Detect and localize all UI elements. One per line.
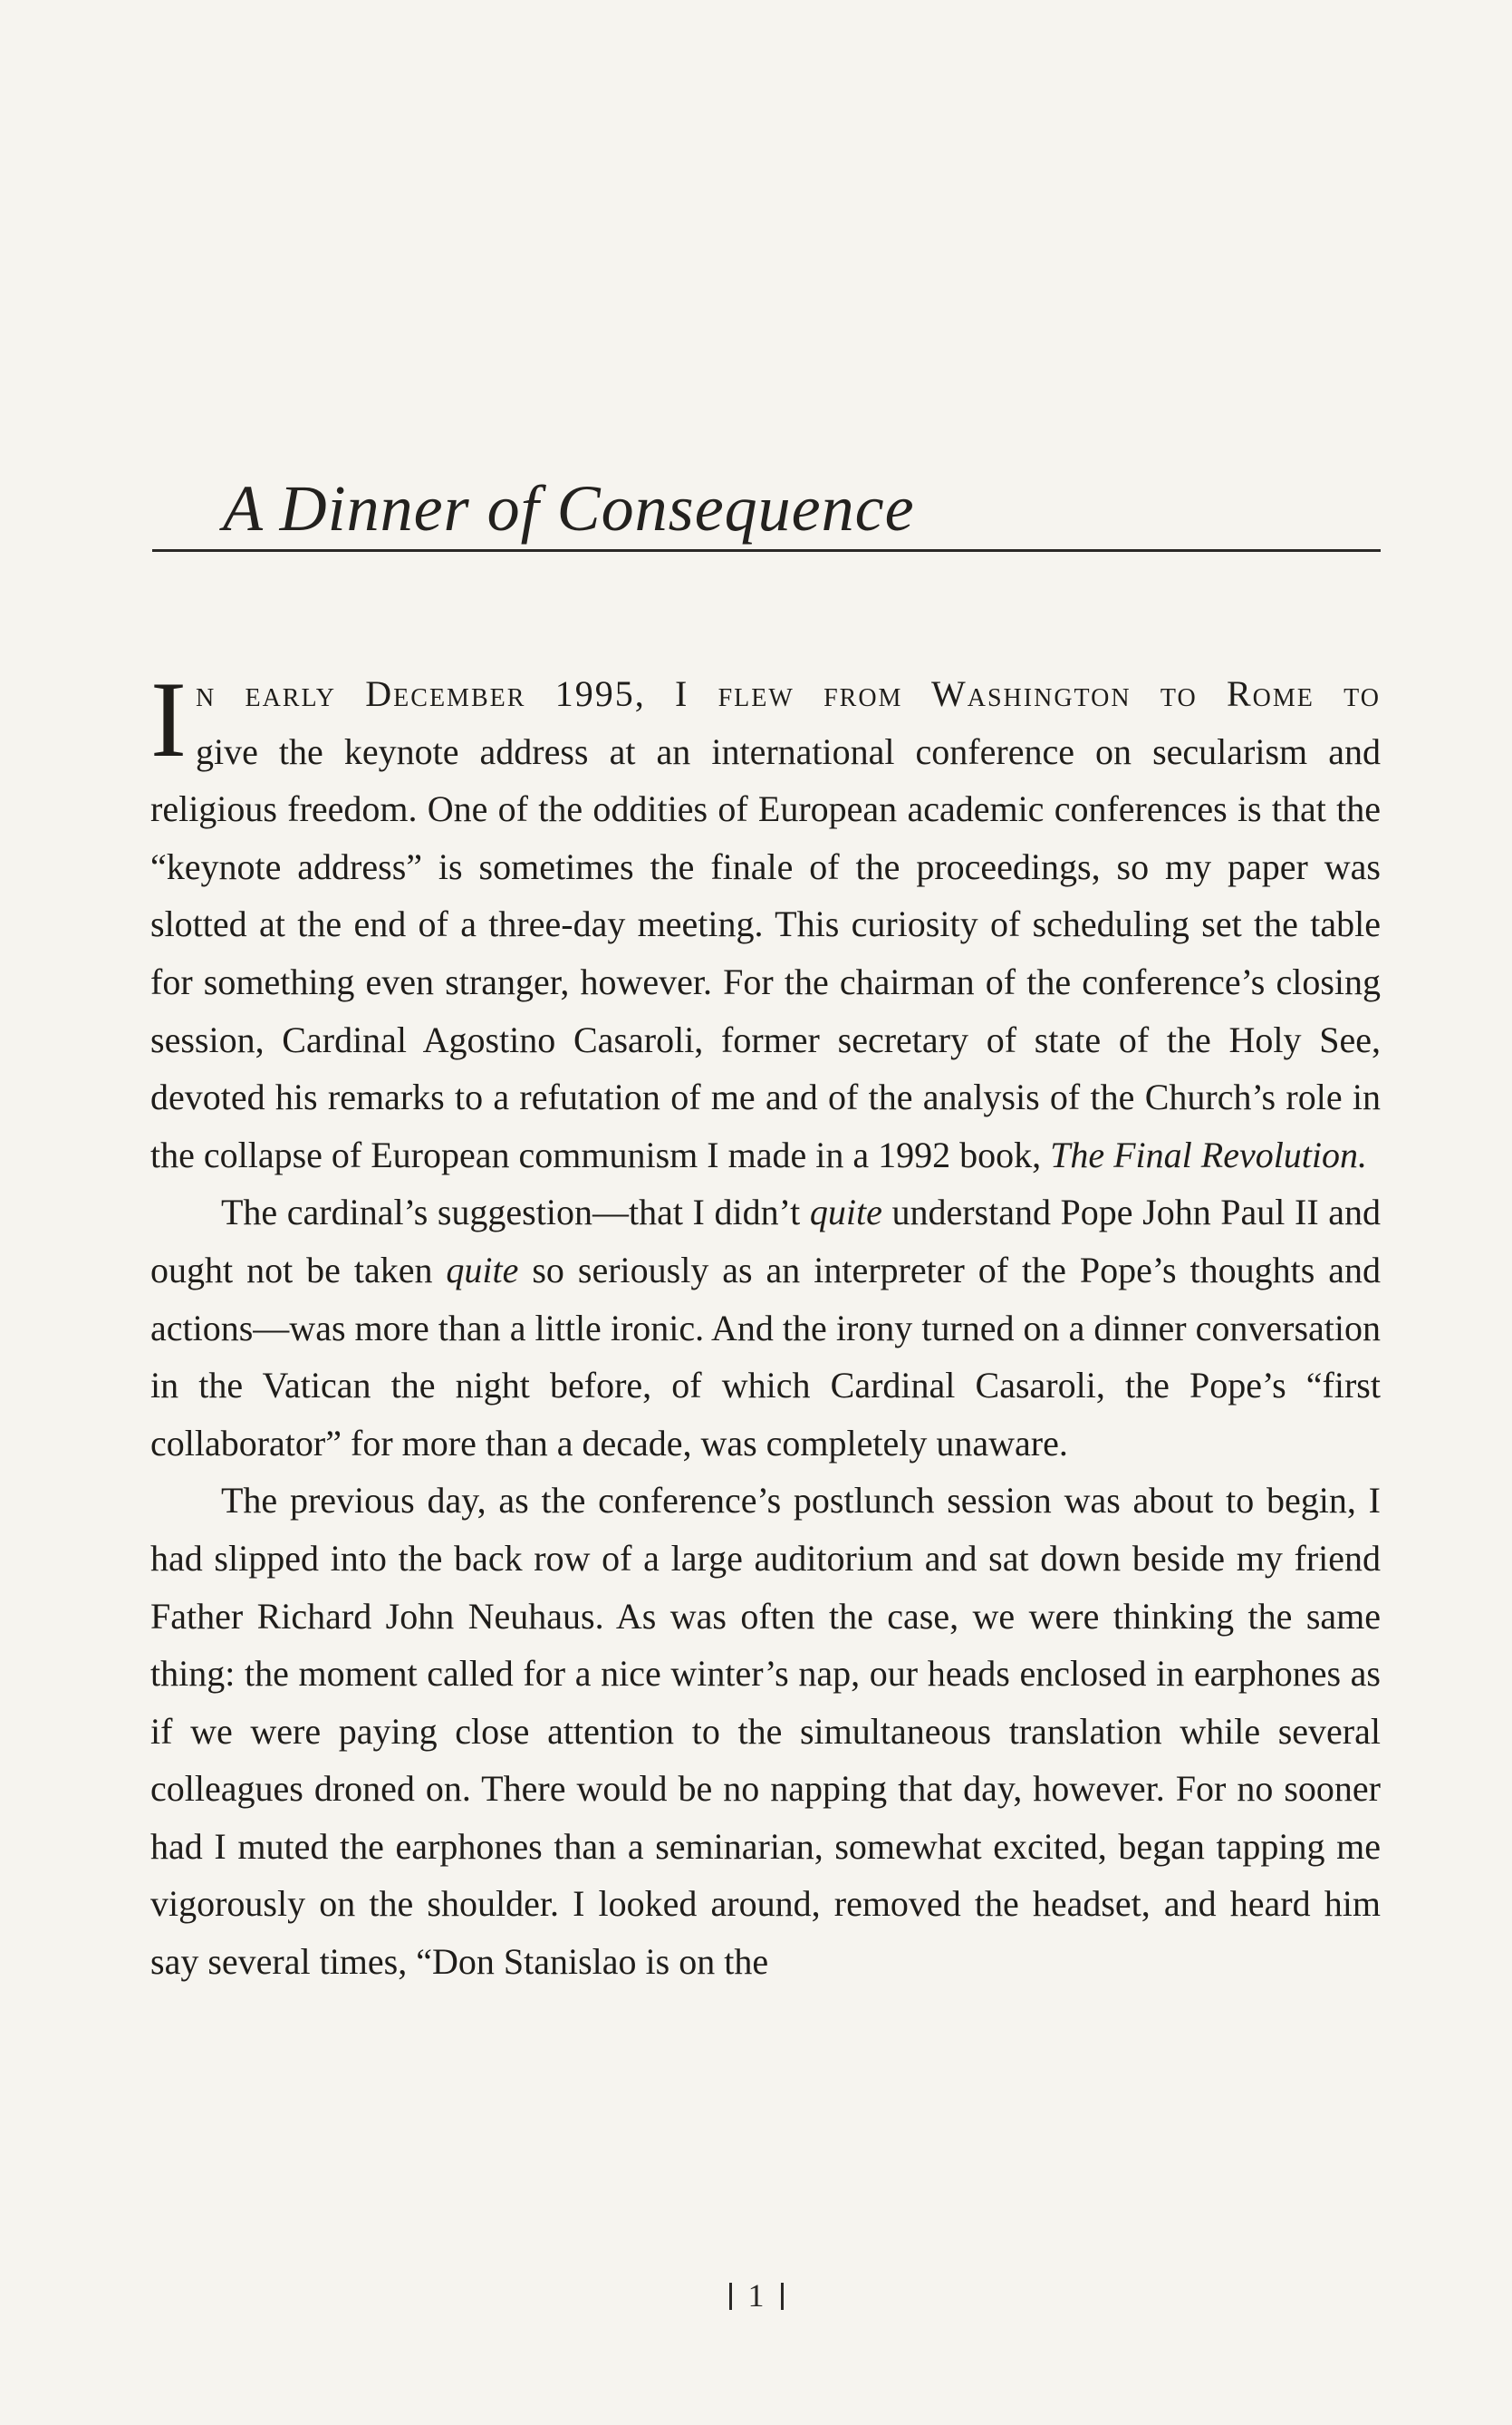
paragraph-2-text-a: The cardinal’s suggestion—that I didn’t (221, 1192, 810, 1233)
paragraph-2-text-c: so seriously as an interpreter of the Pope’s thoughts and actions—was more than a little ironic. And the irony turned on a dinner conversation in the Vatican the night before, of which Cardinal Casaroli, the Pope’s “first collaborator” for more than a decade, was completely unaware. (150, 1249, 1381, 1464)
chapter-title: A Dinner of Consequence (223, 472, 915, 545)
title-rule (152, 549, 1381, 552)
opening-line: n early December 1995, I flew from Washington to Rome to (195, 673, 1381, 714)
body-text (150, 659, 1381, 1991)
drop-cap: I (150, 659, 187, 779)
book-title: The Final Revolution. (1050, 1134, 1368, 1175)
paragraph-2 (150, 1184, 1381, 1472)
paragraph-2-text-b: understand Pope John Paul II and ought not be taken (150, 1192, 1381, 1290)
page-number (0, 2275, 1512, 2315)
page-number-value: 1 (747, 2277, 765, 2314)
paragraph-3 (150, 1472, 1381, 1990)
emphasis-quite-1: quite (809, 1192, 882, 1233)
paragraph-1-text: give the keynote address at an international conference on secularism and religious freedom. One of the oddities of European academic conferences is that the “keynote address” is sometimes the finale of the proceedings, so my paper was slotted at the end of a three-day meeting. This curiosity of scheduling set the table for something even stranger, however. For the chairman of the conference’s closing session, Cardinal Agostino Casaroli, former secretary of state of the Holy See, devoted his remarks to a refutation of me and of the analysis of the Church’s role in the collapse of European communism I made in a 1992 book, (150, 730, 1381, 1175)
paragraph-1 (150, 659, 1381, 1184)
folio-bar-right (781, 2283, 784, 2310)
paragraph-3-text: The previous day, as the conference’s postlunch session was about to begin, I had slipped into the back row of a large auditorium and sat down beside my friend Father Richard John Neuhaus. As was often the case, we were thinking the same thing: the moment called for a nice winter’s nap, our heads enclosed in earphones as if we were paying close attention to the simultaneous translation while several colleagues droned on. There would be no napping that day, however. For no sooner had I muted the earphones than a seminarian, somewhat excited, began tapping me vigorously on the shoulder. I looked around, removed the headset, and heard him say several times, “Don Stanislao is on the (150, 1480, 1381, 1983)
folio-bar-left (729, 2283, 732, 2310)
emphasis-quite-2: quite (446, 1249, 519, 1290)
